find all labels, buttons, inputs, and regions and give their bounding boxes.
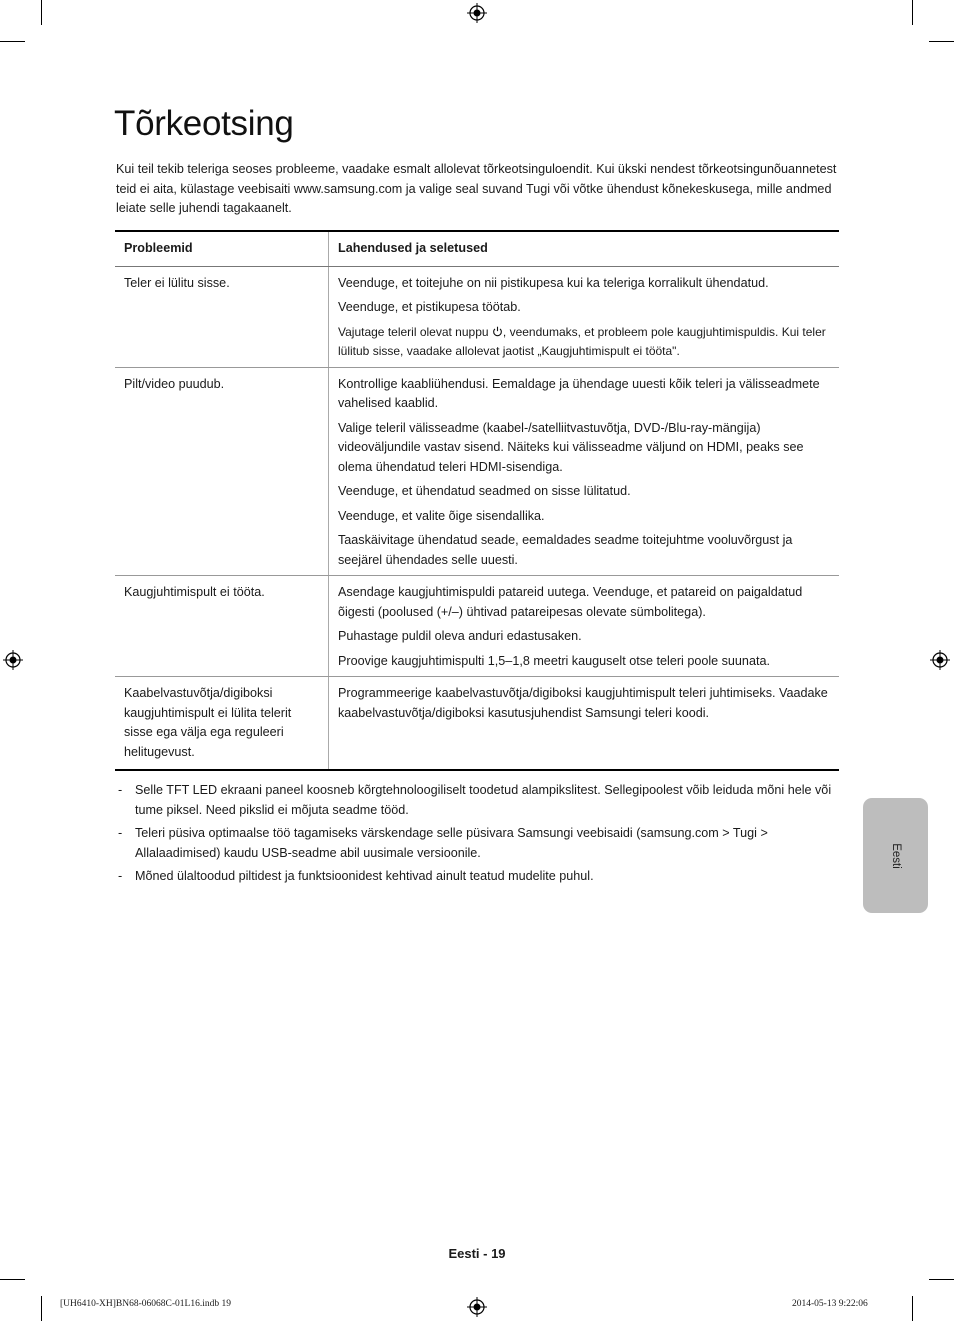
solution-cell [329,266,840,367]
solution-text [338,323,830,362]
crop-mark [912,0,913,25]
solution-text: Kontrollige kaabliühendusi. Eemaldage ja ühendage uuesti kõik teleri ja välisseadmete vahelised kaablid. [338,376,820,410]
solution-text: Puhastage puldil oleva anduri edastusaken. [338,629,582,643]
solution-cell [329,576,840,677]
note-text: Mõned ülaltoodud piltidest ja funktsioonidest kehtivad ainult teatud mudelite puhul. [135,869,594,883]
page-number: Eesti - 19 [448,1246,506,1261]
crop-mark [0,41,25,42]
problem-cell: Pilt/video puudub. [115,367,329,576]
registration-mark-icon [3,650,23,670]
crop-mark [41,1296,42,1321]
solution-text: Veenduge, et ühendatud seadmed on sisse lülitatud. [338,484,631,498]
page-title: Tõrkeotsing [114,104,294,143]
crop-mark [912,1296,913,1321]
solution-text: Veenduge, et pistikupesa töötab. [338,300,521,314]
registration-mark-icon [930,650,950,670]
column-header-problems: Probleemid [115,231,329,266]
solution-cell [329,677,840,771]
table-row [115,367,839,576]
solution-cell [329,367,840,576]
power-icon [492,326,503,337]
solution-text: Valige teleril välisseadme (kaabel-/satelliitvastuvõtja, DVD-/Blu-ray-mängija) videoväljundile vastav sisend. Näiteks kui välisseadme väljund on HDMI, peaks see olema ühendatud teleri HDMI-sisendiga. [338,420,804,474]
note-item [116,867,838,887]
problem-cell: Kaabelvastuvõtja/digiboksi kaugjuhtimispult ei lülita telerit sisse ega välja ega reguleeri helitugevust. [115,677,329,771]
note-dash: - [118,826,123,840]
language-side-tab [863,798,928,913]
print-footer-file: [UH6410-XH]BN68-06068C-01L16.indb 19 [60,1299,231,1309]
problem-cell: Teler ei lülitu sisse. [115,266,329,367]
crop-mark [41,0,42,25]
table-row [115,576,839,677]
note-dash: - [118,783,123,797]
solution-text: Proovige kaugjuhtimispulti 1,5–1,8 meetri kauguselt otse teleri poole suunata. [338,653,770,668]
registration-mark-icon [467,3,487,23]
troubleshooting-table [115,230,839,771]
solution-text: Veenduge, et toitejuhe on nii pistikupesa kui ka teleriga korralikult ühendatud. [338,275,769,290]
intro-paragraph: Kui teil tekib teleriga seoses probleeme, vaadake esmalt allolevat tõrkeotsinguloendit. Kui ükski nendest tõrkeotsingunõuannetest teid ei aita, külastage veebisaiti www.samsung.com ja valige seal suvand Tugi või võtke ühendust kõnekeskusega, mille andmed leiate selle juhendi tagakaanelt. [116,162,837,215]
solution-text: Asendage kaugjuhtimispuldi patareid uutega. Veenduge, et patareid on paigaldatud õigesti (poolused (+/–) ühtivad patareipesas olevate sümbolitega). [338,585,803,619]
note-text: Teleri püsiva optimaalse töö tagamiseks värskendage selle püsivara Samsungi veebisaidi (samsung.com > Tugi > Allalaadimised) kaudu USB-seadme abil uusimale versioonile. [135,826,768,860]
solution-text: Programmeerige kaabelvastuvõtja/digiboksi kaugjuhtimispult teleri juhtimiseks. Vaadake kaabelvastuvõtja/digiboksi kasutusjuhendist Samsungi teleri koodi. [338,686,828,720]
language-side-tab-label: Eesti [889,842,902,869]
registration-mark-icon [467,1297,487,1317]
note-dash: - [118,869,123,883]
solution-text-part: Vajutage teleril olevat nuppu [338,324,489,339]
table-header-row [115,231,839,266]
notes-list [116,781,838,891]
solution-text-part: , veendumaks, et probleem pole kaugjuhtimispuldis. Kui teler lülitub sisse, vaadake allolevat jaotist „Kaugjuhtimispult ei tööta". [338,324,826,358]
print-footer-timestamp: 2014-05-13 9:22:06 [792,1299,868,1309]
problem-cell: Kaugjuhtimispult ei tööta. [115,576,329,677]
solution-text: Veenduge, et valite õige sisendallika. [338,508,545,523]
table-row [115,677,839,771]
note-item [116,824,838,863]
crop-mark [929,41,954,42]
table-row [115,266,839,367]
crop-mark [929,1279,954,1280]
note-item [116,781,838,820]
solution-text: Taaskäivitage ühendatud seade, eemaldades seadme toitejuhtme vooluvõrgust ja seejärel ühendades selle uuesti. [338,533,793,567]
note-text: Selle TFT LED ekraani paneel koosneb kõrgtehnoloogiliselt toodetud alampikslitest. Sellegipoolest võib leiduda mõni hele või tume piksel. Need pikslid ei mõjuta seadme tööd. [135,783,832,817]
column-header-solutions: Lahendused ja seletused [329,231,840,266]
crop-mark [0,1279,25,1280]
